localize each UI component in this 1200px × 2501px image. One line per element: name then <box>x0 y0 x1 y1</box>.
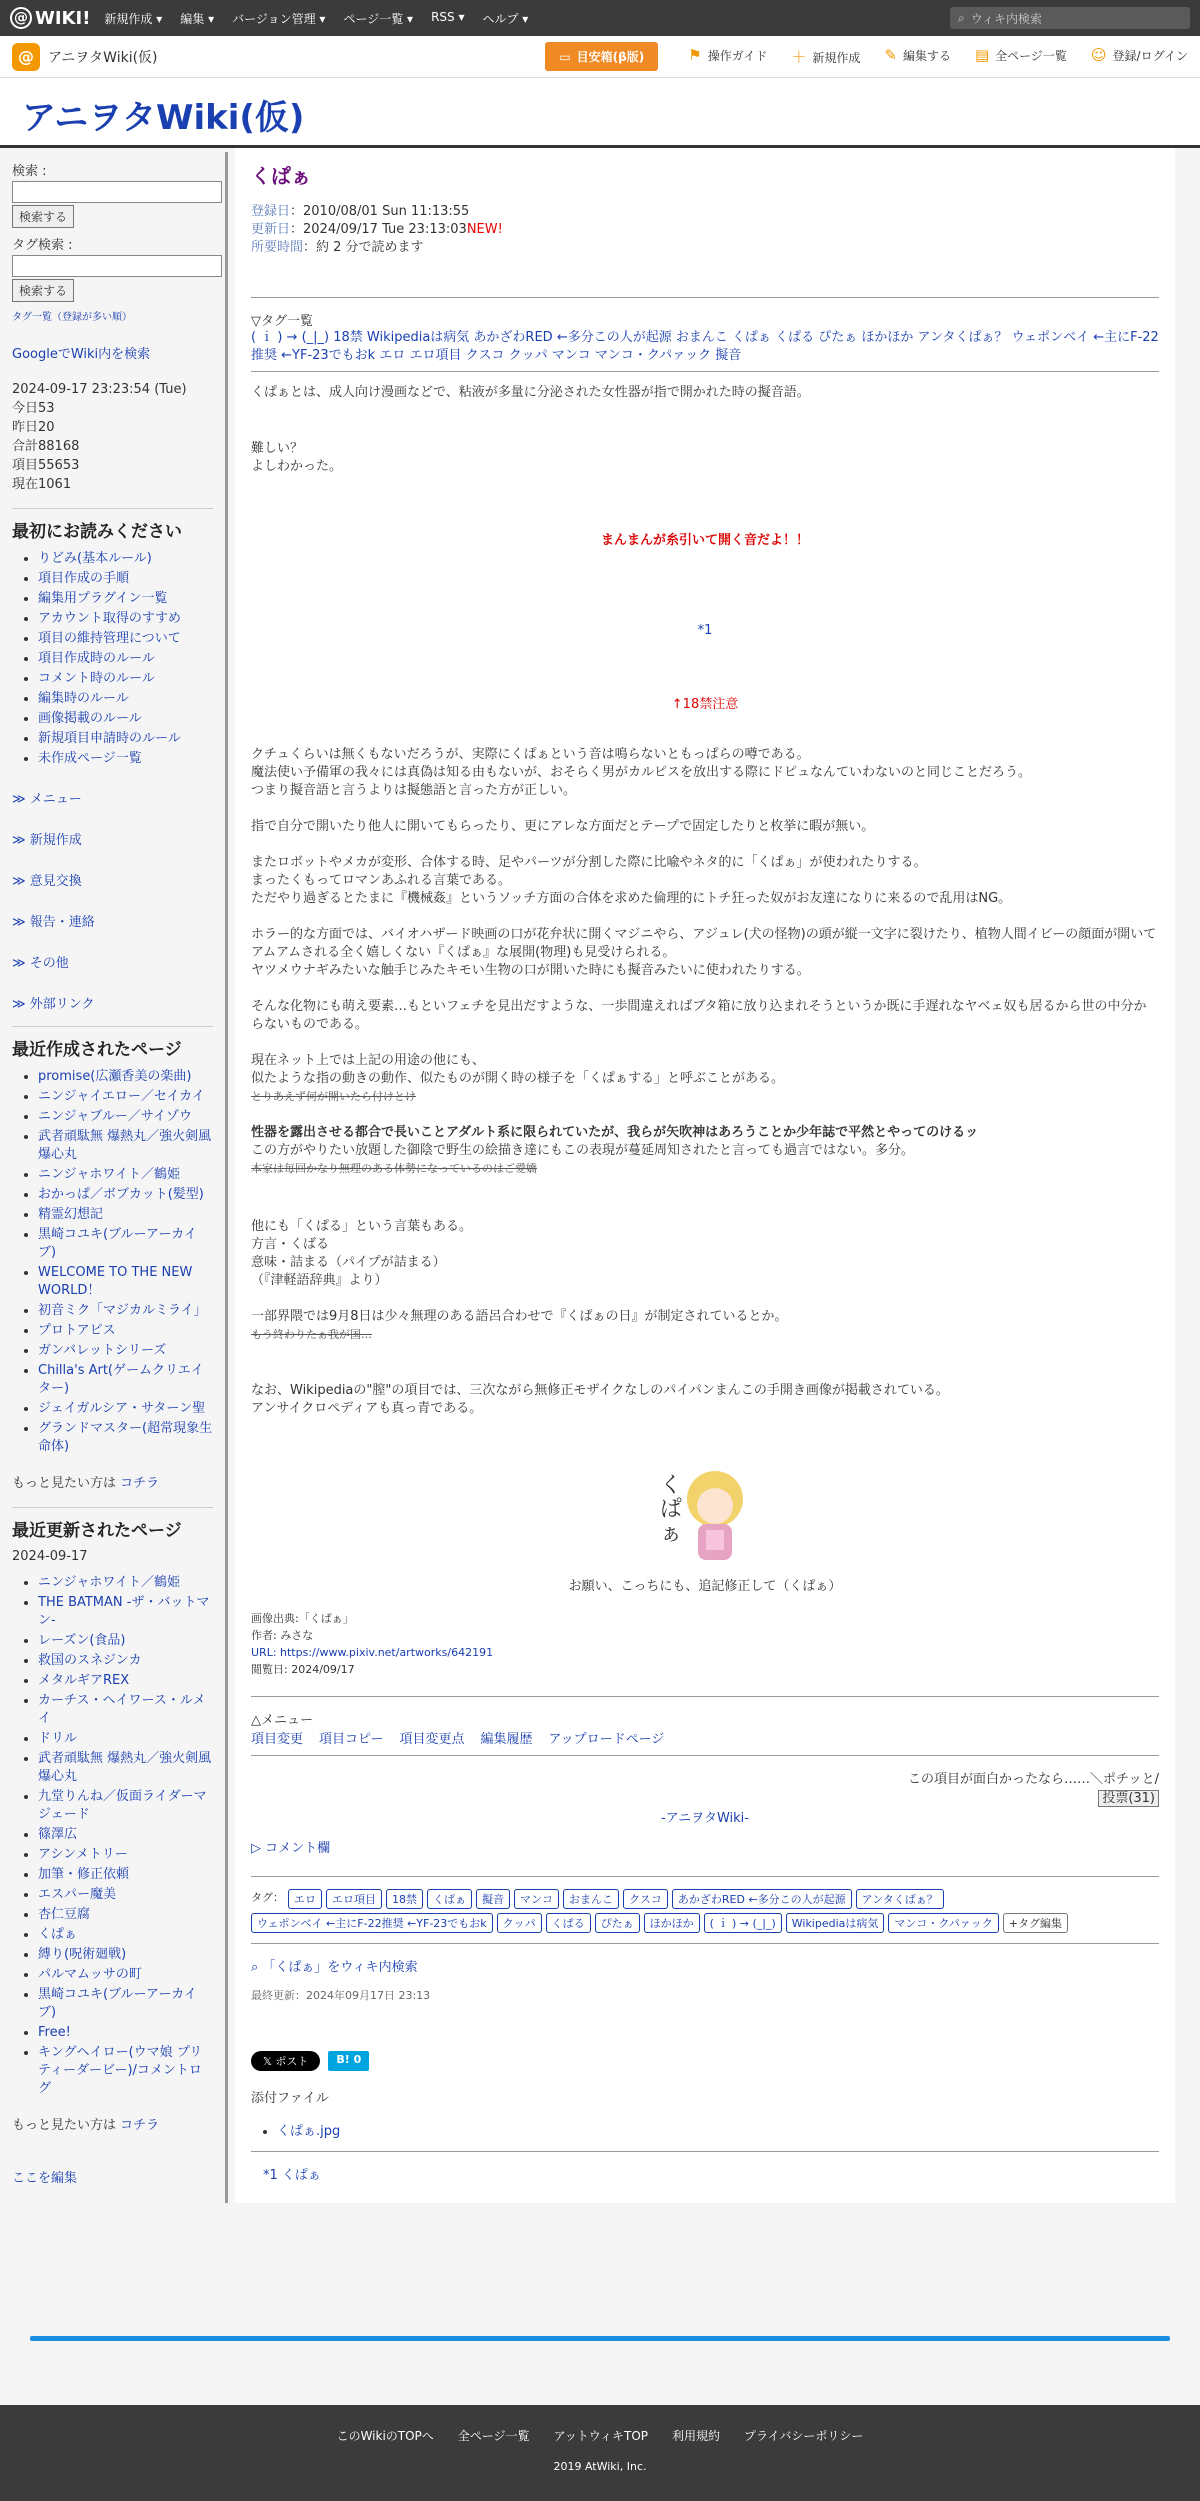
list-item[interactable]: • 黒崎コユキ(ブルーアーカイブ) <box>38 1226 213 1262</box>
side-search-input[interactable] <box>12 181 222 203</box>
tag-chip[interactable]: くぱる <box>546 1913 591 1933</box>
footer-link[interactable]: アットウィキTOP <box>553 2429 649 2443</box>
tag-chip[interactable]: ほかほか <box>644 1913 700 1933</box>
at-icon: @ <box>10 7 32 29</box>
read-time-value: ：約 2 分で読めます <box>303 240 424 255</box>
menu-pages[interactable]: ページ一覧 ▾ <box>343 11 414 26</box>
atwiki-logo[interactable]: @ WIKI! <box>10 7 90 29</box>
attachments-list <box>251 2120 1159 2139</box>
more-link[interactable]: コチラ <box>120 1476 160 1491</box>
tag-list-line[interactable]: ( ｉ ) → (_|_) 18禁 Wikipediaは病気 あかざわRED ←多分この人が起源 おまんこ くぱぁ くぱる ぴたぁ ほかほか アンタくぱぁ？ ウェポンベイ ←主にF-22推奨 ←YF-23でもおk エロ エロ項目 クスコ クッパ マンコ マンコ・クパァック 擬音 <box>251 330 1159 363</box>
nav-other[interactable]: ≫ その他 <box>12 956 69 971</box>
tag-chip[interactable]: あかざわRED ←多分この人が起源 <box>672 1889 852 1909</box>
nav-new[interactable]: ≫ 新規作成 <box>12 833 82 848</box>
stat-items: 項目55653 <box>12 458 80 473</box>
page-menu <box>251 1728 1159 1747</box>
paragraph: なお、Wikipediaの"膣"の項目では、三次ながら無修正モザイクなしのパイパンまんこの手開き画像が掲載されている。 アンサイクロペディアも真っ青である。 <box>251 1383 949 1416</box>
nav-menu[interactable]: ≫ メニュー <box>12 792 82 807</box>
vote-block: この項目が面白かったなら……＼ポチッと/ 投票(31) <box>908 1772 1159 1806</box>
red-emphasis: まんまんが糸引いて開く音だよ！！ <box>600 533 809 548</box>
list-item[interactable]: • メタルギアREX <box>38 1672 213 1690</box>
read-time-label: 所要時間 <box>251 240 304 255</box>
copyright: 2019 AtWiki, Inc. <box>553 2460 647 2473</box>
list-item[interactable]: • ジェイガルシア・サターン聖 <box>38 1400 213 1418</box>
footer-link[interactable]: 利用規約 <box>672 2429 721 2443</box>
footer <box>0 2405 1200 2501</box>
list-item[interactable]: • エスパー魔美 <box>38 1886 213 1904</box>
recent-created-list <box>12 1068 213 1456</box>
list-item[interactable]: • りどみ(基本ルール) <box>38 550 213 568</box>
list-item[interactable]: • 篠澤広 <box>38 1826 213 1844</box>
paragraph: 現在ネット上では上記の用途の他にも、 似たような指の動きの動作、似たものが開く時の様子を「くぱぁする」と呼ぶことがある。 とりあえず何が開いたら付けとけ <box>251 1053 785 1103</box>
list-item[interactable]: • レーズン(食品) <box>38 1632 213 1650</box>
paragraph: 指で自分で開いたり他人に開いてもらったり、更にアレな方面だとテープで固定したりと枚挙に暇が無い。 <box>251 819 875 834</box>
tag-chip[interactable]: エロ <box>288 1889 322 1909</box>
paragraph: 他にも「くぱる」という言葉もある。 方言・くばる 意味・詰まる（パイプが詰まる） （『津軽語辞典』より） <box>251 1219 473 1288</box>
paragraph: クチュくらいは無くもないだろうが、実際にくぱぁという音は鳴らないともっぱらの噂である。 魔法使い予備軍の我々には真偽は知る由もないが、おそらく男がカルピスを放出する際にドピュなんていわないのと同じことだろう。 つまり擬音語と言うよりは擬態語と言った方が正しい。 <box>251 747 1032 798</box>
list-item[interactable]: • 杏仁豆腐 <box>38 1906 213 1924</box>
stat-datetime: 2024-09-17 23:23:54 (Tue) <box>12 382 187 397</box>
footnote-link[interactable]: *1 <box>697 623 713 638</box>
flag-icon: ⚑ <box>688 46 702 64</box>
user-icon: ☺ <box>1090 46 1107 64</box>
suggestion-box-button[interactable]: ▭ 目安箱(β版) <box>545 42 658 71</box>
menu-link[interactable]: 項目変更点 <box>399 1732 465 1747</box>
updated-date: 2024-09-17 <box>12 1549 88 1564</box>
list-item[interactable]: • プロトアビス <box>38 1322 213 1340</box>
first-read-heading: 最初にお読みください <box>12 508 213 542</box>
list-item[interactable]: • promise(広瀬香美の楽曲) <box>38 1068 213 1086</box>
nav-external[interactable]: ≫ 外部リンク <box>12 997 95 1012</box>
list-item[interactable]: • 新規項目申請時のルール <box>38 730 213 748</box>
top-navbar <box>0 0 1200 36</box>
tag-search-label: タグ検索 : <box>12 238 73 253</box>
tag-chip[interactable]: くぱぁ <box>427 1889 472 1909</box>
tag-chip[interactable]: ぴたぁ <box>595 1913 640 1933</box>
list-item[interactable]: • 武者頑駄無 爆熱丸／強火剣風 爆心丸 <box>38 1750 213 1786</box>
menu-toggle[interactable]: △メニュー <box>251 1713 313 1728</box>
list-item[interactable]: • 項目作成時のルール <box>38 650 213 668</box>
tag-chip[interactable]: アンタくぱぁ？ <box>856 1889 944 1909</box>
last-update: 最終更新：2024年09月17日 23:13 <box>251 1989 431 2002</box>
top-menu <box>104 10 528 27</box>
list-item[interactable]: • パルマムッサの町 <box>38 1966 213 1984</box>
svg-text:く: く <box>660 1473 683 1498</box>
sub-toolbar <box>0 36 1200 78</box>
footnotes <box>251 2164 1159 2183</box>
list-item[interactable]: • コメント時のルール <box>38 670 213 688</box>
list-item[interactable]: • カーチス・ヘイワース・ルメイ <box>38 1692 213 1728</box>
list-item[interactable]: • 編集用プラグイン一覧 <box>38 590 213 608</box>
footnote-text[interactable]: *1 くぱぁ <box>263 2168 321 2183</box>
footer-link[interactable]: このWikiのTOPへ <box>336 2429 434 2443</box>
list-item[interactable]: • 初音ミク「マジカルミライ」 <box>38 1302 213 1320</box>
list-item[interactable]: • 画像掲載のルール <box>38 710 213 728</box>
tag-chip[interactable]: 擬音 <box>476 1889 510 1909</box>
footer-links <box>0 2427 1200 2444</box>
first-read-list <box>12 550 213 768</box>
site-header <box>0 78 1200 148</box>
search-label: 検索 : <box>12 164 47 179</box>
list-item[interactable]: • ニンジャイエロー／セイカイ <box>38 1088 213 1106</box>
pencil-icon: ✎ <box>884 46 897 64</box>
document-icon: ▤ <box>974 46 990 64</box>
menu-link[interactable]: 項目コピー <box>319 1732 384 1747</box>
list-item[interactable]: • 項目作成の手順 <box>38 570 213 588</box>
hatena-bookmark-button[interactable]: B! 0 <box>328 2051 369 2071</box>
list-item[interactable]: • 武者頑駄無 爆熱丸／強火剣風 爆心丸 <box>38 1128 213 1164</box>
search-icon: ⌕ <box>251 1960 263 1975</box>
search-icon: ⌕ <box>958 10 965 25</box>
stat-today: 今日53 <box>12 401 55 416</box>
list-item[interactable]: • ニンジャブルー／サイゾウ <box>38 1108 213 1126</box>
tag-edit-button[interactable]: +タグ編集 <box>1003 1913 1068 1933</box>
paragraph: またロボットやメカが変形、合体する時、足やパーツが分割した際に比喩やネタ的に「くぱぁ」が使われたりする。 まったくもってロマンあふれる言葉である。 ただやり過ぎるとたまに『機械姦』というソッチ方面の合体を求めた倫理的にトチ狂った奴がお友達になりに来るので乱用はNG。 <box>251 855 1012 906</box>
updated-value: ：2024/09/17 Tue 23:13:03 <box>290 222 467 237</box>
access-stats <box>12 380 213 494</box>
tag-chip[interactable]: ( ｉ ) → (_|_) <box>704 1913 782 1933</box>
tag-chip[interactable]: クッパ <box>497 1913 542 1933</box>
more-link[interactable]: コチラ <box>120 2118 160 2133</box>
tag-chip[interactable]: クスコ <box>623 1889 668 1909</box>
menu-edit[interactable]: 編集 ▾ <box>180 11 215 26</box>
page-meta <box>251 203 1159 257</box>
google-search-link[interactable]: GoogleでWiki内を検索 <box>12 347 151 362</box>
image-caption: お願い、こっちにも、追記修正して（くぱぁ） <box>568 1579 842 1594</box>
list-item[interactable]: • アカウント取得のすすめ <box>38 610 213 628</box>
wiki-search-input[interactable]: ⌕ ウィキ内検索 <box>950 7 1190 29</box>
text-line: よしわかった。 <box>251 459 343 474</box>
list-item[interactable]: • WELCOME TO THE NEW WORLD！ <box>38 1264 213 1300</box>
edit-sidebar-link[interactable]: ここを編集 <box>12 2171 78 2186</box>
list-item[interactable]: • 加筆・修正依頼 <box>38 1866 213 1884</box>
paragraph: 性器を露出させる都合で長いことアダルト系に限られていたが、我らが矢吹神はあろうことか少年誌で平然とやってのけるッ この方がやりたい放題した御陰で野生の絵描き達にもこの表現が蔓延周知されたと言っても過言ではない。多分。 本家は毎回かなり無理のある体勢になっているのはご愛嬌 <box>251 1125 979 1175</box>
list-item[interactable]: • Chilla's Art(ゲームクリエイター) <box>38 1362 213 1398</box>
article-image[interactable] <box>650 1454 760 1564</box>
at-logo-icon: @ <box>12 43 40 71</box>
menu-new[interactable]: 新規作成 ▾ <box>104 11 163 26</box>
list-item[interactable]: • くぱぁ <box>38 1926 213 1944</box>
side-search-button[interactable]: 検索する <box>12 205 74 228</box>
menu-link[interactable]: 項目変更 <box>251 1732 304 1747</box>
list-item[interactable]: • アシンメトリー <box>38 1846 213 1864</box>
comment-toggle[interactable]: ▷ コメント欄 <box>251 1841 331 1856</box>
svg-text:ぁ: ぁ <box>660 1521 683 1546</box>
wiki-signature[interactable]: -アニヲタWiki- <box>661 1811 749 1826</box>
stat-total: 合計88168 <box>12 439 80 454</box>
updated-label: 更新日 <box>251 222 291 237</box>
divider <box>225 152 235 2203</box>
article <box>235 148 1175 2203</box>
x-post-button[interactable]: 𝕏 ポスト <box>251 2051 320 2071</box>
new-badge: NEW! <box>466 222 503 237</box>
tag-search-button[interactable]: 検索する <box>12 279 74 302</box>
list-item[interactable]: • 未作成ページ一覧 <box>38 750 213 768</box>
nav-discussion[interactable]: ≫ 意見交換 <box>12 874 82 889</box>
share-buttons <box>251 2051 1159 2071</box>
tag-list-toggle[interactable]: ▽タグ一覧 <box>251 314 313 329</box>
edit-link[interactable]: ✎ 編集する <box>884 46 951 64</box>
more-updated: もっと見たい方は コチラ <box>12 2118 160 2133</box>
list-item[interactable]: • ニンジャホワイト／鶴姫 <box>38 1166 213 1184</box>
tag-chip[interactable]: Wikipediaは病気 <box>786 1913 885 1933</box>
image-credits: 画像出典:「くぱぁ」 作者: みさな URL: https://www.pixiv.net/artworks/642191 閲覧日: 2024/09/17 <box>251 1612 494 1676</box>
list-item[interactable]: • おかっぱ／ボブカット(髪型) <box>38 1186 213 1204</box>
guide-link[interactable]: ⚑ 操作ガイド <box>688 46 768 64</box>
list-item[interactable]: • 黒崎コユキ(ブルーアーカイブ) <box>38 1986 213 2022</box>
menu-link[interactable]: アップロードページ <box>548 1732 665 1747</box>
footer-link[interactable]: プライバシーポリシー <box>744 2429 864 2443</box>
wiki-search-link[interactable]: ⌕ 「くぱぁ」をウィキ内検索 <box>251 1960 418 1975</box>
inbox-icon: ▭ <box>559 49 571 64</box>
footer-link[interactable]: 全ページ一覧 <box>457 2429 530 2443</box>
list-item[interactable]: • ガンバレットシリーズ <box>38 1342 213 1360</box>
page-title: くぱぁ <box>251 164 311 188</box>
paragraph: 一部界隈では9月8日は少々無理のある語呂合わせで『くぱぁの日』が制定されているとか。 もう終わりたぁ我が国… <box>251 1309 788 1341</box>
registered-label: 登録日 <box>251 204 291 219</box>
list-item[interactable]: • 縛り(呪術廻戦) <box>38 1946 213 1964</box>
tag-chip[interactable]: エロ項目 <box>326 1889 382 1909</box>
tag-list-link[interactable]: タグ一覧（登録が多い順） <box>12 312 132 323</box>
list-item[interactable]: • THE BATMAN -ザ・バットマン- <box>38 1594 213 1630</box>
new-page-link[interactable]: ＋ 新規作成 <box>791 48 861 66</box>
menu-help[interactable]: ヘルプ ▾ <box>482 11 529 26</box>
svg-text:ぱ: ぱ <box>660 1497 683 1522</box>
list-item[interactable]: • 精霊幻想記 <box>38 1206 213 1224</box>
list-item[interactable]: • グランドマスター(超常現象生命体) <box>38 1420 213 1456</box>
blue-divider <box>30 2336 1170 2341</box>
list-item[interactable]: • 救国のスネジンカ <box>38 1652 213 1670</box>
text-line: 難しい？ <box>251 441 304 456</box>
stat-yesterday: 昨日20 <box>12 420 55 435</box>
list-item[interactable]: • ニンジャホワイト／鶴姫 <box>38 1574 213 1592</box>
list-item[interactable]: • ドリル <box>38 1730 213 1748</box>
tag-chip[interactable]: おまんこ <box>563 1889 619 1909</box>
registered-value: ：2010/08/01 Sun 11:13:55 <box>290 204 470 219</box>
list-item[interactable]: • Free! <box>38 2024 213 2042</box>
list-item[interactable]: • キングヘイロー(ウマ娘 プリティーダービー)/コメントログ <box>38 2044 213 2098</box>
warning-text: ↑18禁注意 <box>671 697 739 712</box>
list-item[interactable]: • 九堂りんね／仮面ライダーマジェード <box>38 1788 213 1824</box>
tag-chip[interactable]: マンコ <box>514 1889 559 1909</box>
all-pages-link[interactable]: ▤ 全ページ一覧 <box>974 46 1067 64</box>
paragraph: ホラー的な方面では、バイオハザード映画の口が花弁状に開くマジニやら、アジュレ(犬の怪物)の頭が縦一文字に裂けたり、植物人間イビーの顔面が開いてアムアムされる全く嬉しくない『くぱぁ』な展開(物理)も見受けられる。 ヤツメウナギみたいな触手じみたキモい生物の口が開いた時にも擬音みたいに使われたりする。 <box>251 927 1157 978</box>
anime-girl-illustration <box>650 1454 760 1564</box>
list-item[interactable]: • 編集時のルール <box>38 690 213 708</box>
menu-version[interactable]: バージョン管理 ▾ <box>232 11 326 26</box>
list-item[interactable]: • 項目の維持管理について <box>38 630 213 648</box>
tag-chip[interactable]: マンコ・クパァック <box>888 1913 998 1933</box>
vote-button[interactable]: 投票(31) <box>1098 1790 1159 1807</box>
menu-link[interactable]: 編集履歴 <box>480 1732 533 1747</box>
sidebar <box>0 148 225 2203</box>
recent-updated-list <box>12 1574 213 2098</box>
site-title[interactable]: アニヲタWiki(仮) <box>22 98 305 138</box>
intro-paragraph: くぱぁとは、成人向け漫画などで、粘液が多量に分泌された女性器が指で開かれた時の擬音語。 <box>251 385 810 400</box>
login-link[interactable]: ☺ 登録/ログイン <box>1090 46 1188 64</box>
attachments-heading: 添付ファイル <box>251 2091 329 2106</box>
tag-search-input[interactable] <box>12 255 222 277</box>
tag-chip[interactable]: ウェポンベイ ←主にF-22推奨 ←YF-23でもおk <box>251 1913 493 1933</box>
plus-icon: ＋ <box>791 48 807 66</box>
tool-links <box>688 46 1188 67</box>
tag-buttons: タグ： エロ エロ項目 18禁 くぱぁ 擬音 マンコ おまんこ クスコ あかざわRED ←多分この人が起源 アンタくぱぁ？ ウェポンベイ ←主にF-22推奨 ←YF-23でもおk クッパ くぱる ぴたぁ ほかほか ( ｉ ) → (_|_) Wikipediaは病気 マンコ・クパァック +タグ編集 <box>251 1889 1159 1933</box>
nav-report[interactable]: ≫ 報告・連絡 <box>12 915 95 930</box>
site-logo[interactable]: @ アニヲタWiki(仮) <box>12 43 158 71</box>
paragraph: そんな化物にも萌え要素…もといフェチを見出だすような、一歩間違えればブタ箱に放り込まれそうというか既に手遅れなヤベェ奴も居るから世の中分からないものである。 <box>251 999 1147 1032</box>
menu-rss[interactable]: RSS ▾ <box>431 9 465 24</box>
stat-current: 現在1061 <box>12 477 72 492</box>
more-created: もっと見たい方は コチラ <box>12 1476 160 1491</box>
recent-created-heading: 最近作成されたページ <box>12 1026 213 1060</box>
attachment-link[interactable]: くぱぁ.jpg <box>277 2124 341 2139</box>
tag-chip[interactable]: 18禁 <box>386 1889 423 1909</box>
recent-updated-heading: 最近更新されたページ <box>12 1507 213 1541</box>
